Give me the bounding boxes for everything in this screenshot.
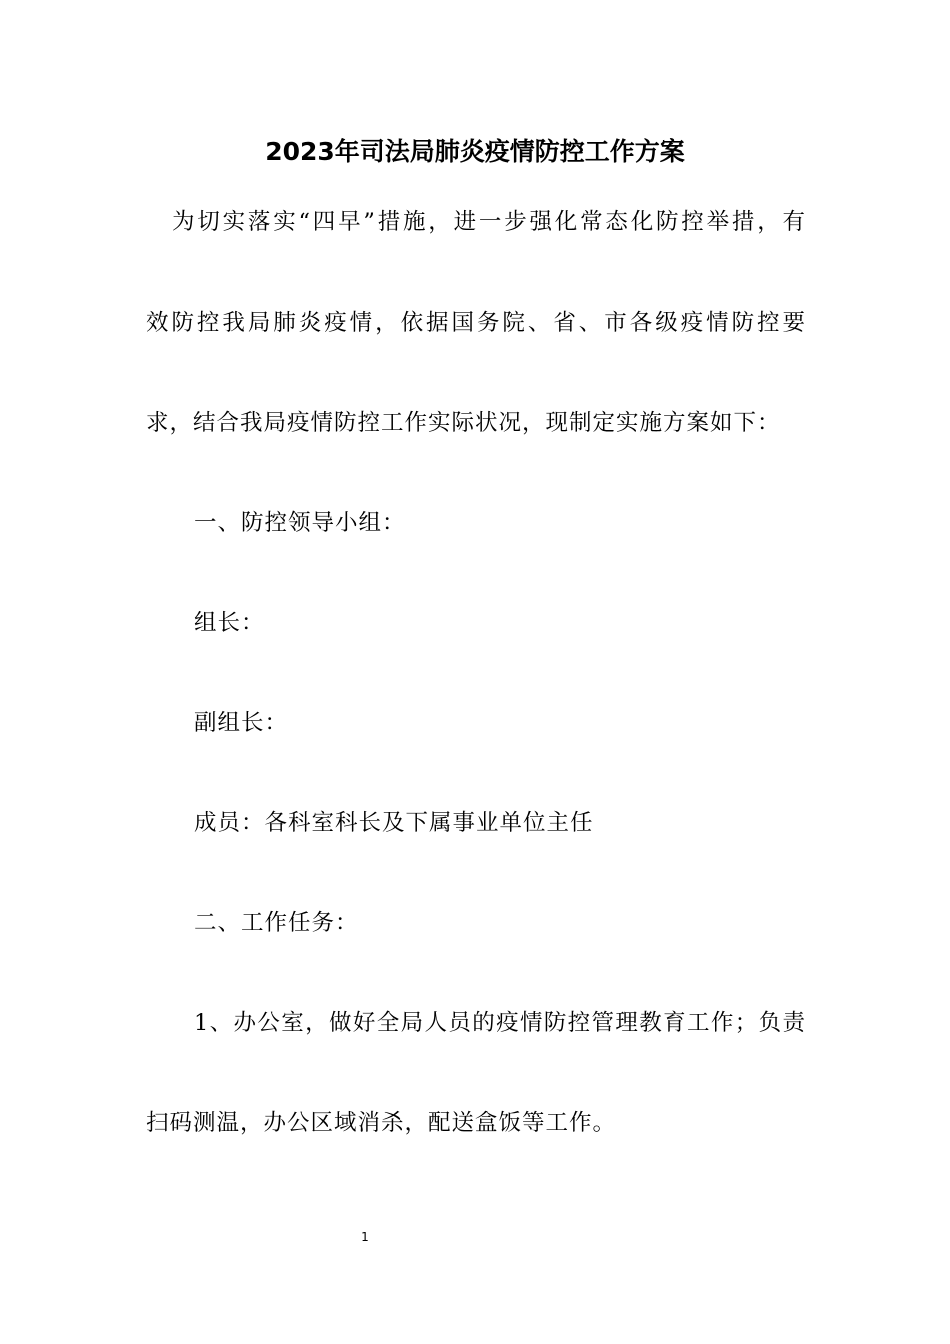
task-1-line-2: 扫码测温，办公区域消杀，配送盒饭等工作。 xyxy=(146,1110,617,1136)
deputy-leader-line: 副组长： xyxy=(194,710,289,736)
page-number: 1 xyxy=(361,1230,369,1244)
paragraph-line-1 xyxy=(172,202,806,242)
section-heading-leadership: 一、防控领导小组： xyxy=(194,510,406,536)
paragraph-line-2-text: 效防控我局肺炎疫情，依据国务院、省、市各级疫情防控要 xyxy=(146,310,806,336)
task-1-line-1 xyxy=(194,1003,806,1043)
document-title: 2023年司法局肺炎疫情防控工作方案 xyxy=(265,137,685,166)
section-heading-tasks: 二、工作任务： xyxy=(194,910,359,936)
task-1-line-1-text: 1、办公室，做好全局人员的疫情防控管理教育工作；负责 xyxy=(194,1010,806,1036)
members-line: 成员：各科室科长及下属事业单位主任 xyxy=(194,810,594,836)
paragraph-line-1-text: 为切实落实“四早”措施，进一步强化常态化防控举措，有 xyxy=(172,209,806,235)
group-leader-line: 组长： xyxy=(194,610,265,636)
paragraph-line-3: 求，结合我局疫情防控工作实际状况，现制定实施方案如下： xyxy=(146,410,781,436)
paragraph-line-2 xyxy=(146,303,806,343)
